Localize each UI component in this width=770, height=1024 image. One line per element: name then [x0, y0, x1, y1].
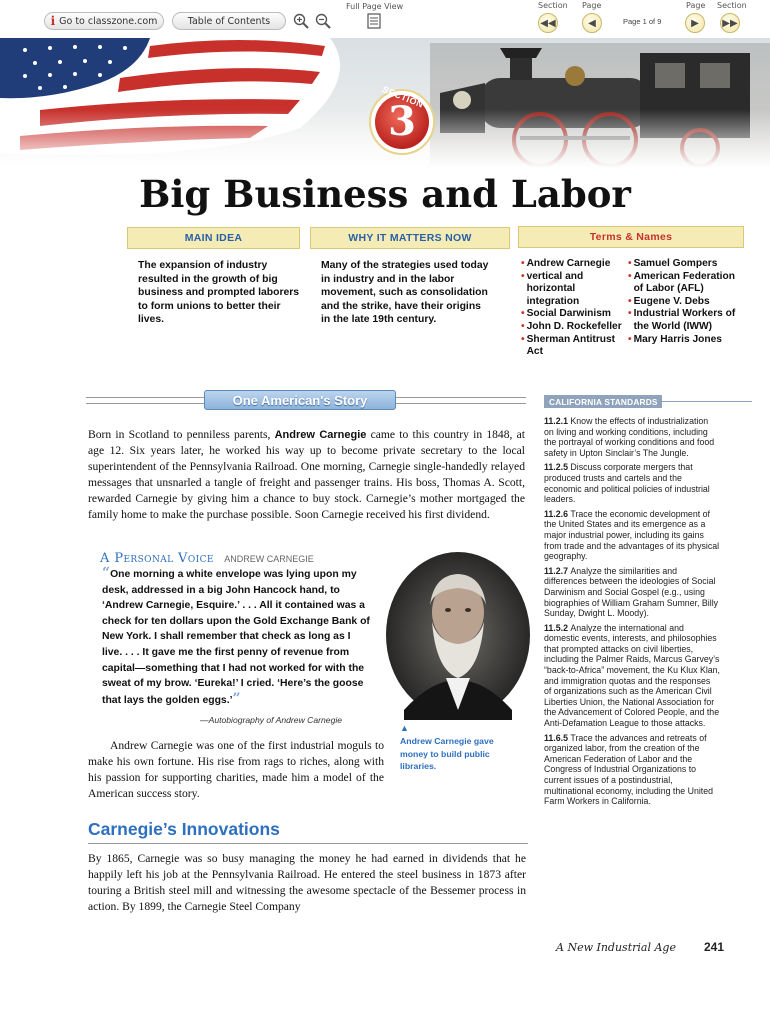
term-label: Eugene V. Debs [633, 295, 710, 307]
standards-list [544, 416, 720, 811]
term-label: Social Darwinism [526, 308, 611, 320]
andrew-carnegie-term: Andrew Carnegie [274, 429, 367, 441]
standard-text: Know the effects of industrialization on living and working conditions, including the portrayal of working conditions and food safety in Upton Sinclair’s The Jungle. [544, 416, 715, 458]
full-page-icon[interactable] [365, 12, 383, 30]
term-item [628, 296, 746, 309]
standard-code: 11.6.5 [544, 732, 571, 743]
carnegie-portrait-image [384, 550, 532, 720]
footer-unit-title: A New Industrial Age [556, 941, 676, 954]
standard-code: 11.2.7 [544, 565, 571, 576]
innovations-rule [88, 843, 528, 844]
bullet-icon: • [628, 270, 632, 282]
standard-item [544, 462, 720, 504]
page-label-left: Page [582, 1, 602, 10]
terms-column-1 [521, 258, 625, 359]
story-paragraph-2: Andrew Carnegie was one of the first industrial moguls to make his own fortune. His rise from rags to riches, along with his passion for supporting charities, made him a model of the American success story. [88, 739, 384, 800]
toc-label: Table of Contents [187, 15, 271, 27]
bullet-icon: • [521, 333, 525, 345]
double-chevron-left-icon: ◀◀ [540, 17, 556, 29]
main-idea-text: The expansion of industry resulted in the growth of big business and prompted laborers to form unions to better their lives. [138, 260, 300, 326]
previous-section-button[interactable] [538, 13, 558, 33]
chevron-right-icon: ▶ [691, 17, 699, 29]
section-number: 3 [388, 98, 416, 145]
term-item [521, 258, 625, 271]
term-label: Sherman Antitrust Act [526, 333, 616, 358]
close-quote-icon: ” [232, 690, 241, 707]
full-page-label: Full Page View [346, 2, 404, 11]
next-page-button[interactable] [685, 13, 705, 33]
terms-names-header: Terms & Names [518, 226, 744, 248]
page-label-right: Page [686, 1, 706, 10]
standard-text: Discuss corporate mergers that produced trusts and cartels and the economic and political policies of industrial leaders. [544, 462, 710, 505]
term-item [521, 334, 625, 359]
photo-caption: Andrew Carnegie gave money to build public libraries. [400, 736, 494, 772]
zoom-in-icon[interactable] [292, 12, 310, 30]
bullet-icon: • [628, 258, 632, 269]
section-label-right: Section [717, 1, 747, 10]
term-label: Mary Harris Jones [633, 333, 722, 345]
one-americans-story-banner: One American's Story [204, 390, 396, 410]
standard-text: Analyze the international and domestic events, interests, and philosophies that prompted attacks on civil liberties, including the Palmer Raids, Marcus Garvey’s “back-to-Africa” movement, the Ku Klux Klan, and immigration quotas and the responses of organizations such as the American Civil Liberties Union, the National Association for the Advancement of Colored People, and the Anti-Defamation League to those attacks. [544, 622, 721, 729]
zoom-out-icon[interactable] [314, 12, 332, 30]
personal-voice-label: A Personal Voice ANDREW CARNEGIE [100, 551, 314, 566]
standard-item [544, 733, 720, 807]
term-item [521, 271, 625, 309]
open-quote-icon: “ [102, 565, 111, 581]
standard-item [544, 416, 720, 458]
chevron-left-icon: ◀ [588, 17, 596, 29]
quote-source: —Autobiography of Andrew Carnegie [200, 715, 343, 725]
previous-page-button[interactable] [582, 13, 602, 33]
california-standards-header: CALIFORNIA STANDARDS [544, 395, 662, 408]
standard-code: 11.5.2 [544, 622, 571, 633]
bullet-icon: • [521, 270, 525, 282]
term-item [628, 308, 746, 333]
bullet-icon: • [521, 258, 525, 269]
term-label: Samuel Gompers [633, 258, 718, 269]
bullet-icon: • [628, 333, 632, 345]
why-it-matters-text: Many of the strategies used today in industry and in the labor movement, such as consolidation and the strike, have their origins in the late 19th century. [321, 260, 489, 326]
standard-item [544, 509, 720, 562]
page-title: Big Business and Labor [139, 172, 631, 216]
classzone-label: Go to classzone.com [59, 15, 158, 27]
classzone-button[interactable] [44, 12, 164, 30]
term-item [628, 334, 746, 347]
next-section-button[interactable] [720, 13, 740, 33]
double-chevron-right-icon: ▶▶ [722, 17, 738, 29]
standard-code: 11.2.5 [544, 462, 571, 473]
innovations-paragraph: By 1865, Carnegie was so busy managing the money he had earned in dividends that he happily left his job at the Pennsylvania Railroad. He entered the steel business in 1873 after touring a British steel mill and witnessing the awesome spectacle of the Bessemer process in action. By 1899, the Carnegie Steel Company [88, 852, 526, 913]
standard-code: 11.2.1 [544, 416, 571, 426]
term-label: vertical and horizontal integration [526, 270, 584, 307]
bullet-icon: • [521, 308, 525, 320]
standard-item [544, 566, 720, 619]
standards-rule [662, 401, 752, 402]
standard-item [544, 623, 720, 729]
toolbar [0, 0, 770, 38]
table-of-contents-button[interactable] [172, 12, 286, 30]
terms-column-2 [628, 258, 746, 346]
section-word: SECTION [380, 84, 426, 110]
term-label: John D. Rockefeller [526, 320, 622, 332]
bullet-icon: • [628, 295, 632, 307]
page-number: 241 [704, 940, 725, 954]
standard-text: Trace the advances and retreats of organized labor, from the creation of the American Federation of Labor and the Congress of Industrial Organizations to current issues of a postindustrial, multinational economy, including the United Farm Workers in California. [544, 732, 714, 807]
term-label: Industrial Workers of the World (IWW) [633, 308, 736, 332]
term-label: American Federation of Labor (AFL) [633, 270, 735, 295]
term-label: Andrew Carnegie [526, 258, 611, 269]
term-item [628, 258, 746, 271]
story-paragraph-1: Born in Scotland to penniless parents, Andrew Carnegie came to this country in 1848, at age 12. Six years later, he worked his way up to become private secretary to the local superintendent of the Pennsylvania Railroad. One morning, Carnegie single-handedly relayed messages that unsnarled a tangle of freight and passenger trains. His boss, Thomas A. Scott, rewarded Carnegie by giving him a chance to buy stock. Carnegie’s mother mortgaged the family home to make the purchase possible. Soon Carnegie received his first dividend. [88, 428, 525, 521]
term-item [521, 308, 625, 321]
caption-triangle-icon: ▲ [400, 723, 409, 733]
innovations-heading: Carnegie’s Innovations [88, 819, 280, 839]
classzone-icon: i [50, 14, 56, 28]
personal-voice-quote: “One morning a white envelope was lying upon my desk, addressed in a big John Hancock hand, to ‘Andrew Carnegie, Esquire.’ . . . All it contained was a check for ten dollars upon the Gold Exchange Bank of New York. I shall remember that check as long as I live. . . . It gave me the first penny of revenue from capital—something that I had not worked for with the sweat of my brow. ‘Eureka!’ I cried. ‘Here’s the goose that lays the golden eggs.’” [102, 565, 370, 707]
main-idea-header: MAIN IDEA [127, 227, 300, 249]
term-item [521, 321, 625, 334]
standard-text: Analyze the similarities and differences between the ideologies of Social Darwinism and Social Gospel (e.g., using biographies of William Graham Sumner, Billy Sunday, Dwight L. Moody). [544, 565, 719, 619]
standard-text: Trace the economic development of the United States and its emergence as a major industrial power, including its gains from trade and the advantages of its physical geography. [544, 508, 720, 562]
section-label-left: Section [538, 1, 568, 10]
why-it-matters-header: WHY IT MATTERS NOW [310, 227, 510, 249]
standard-code: 11.2.6 [544, 508, 571, 519]
page-indicator: Page 1 of 9 [623, 17, 662, 26]
term-item [628, 271, 746, 296]
bullet-icon: • [628, 308, 632, 320]
bullet-icon: • [521, 320, 525, 332]
